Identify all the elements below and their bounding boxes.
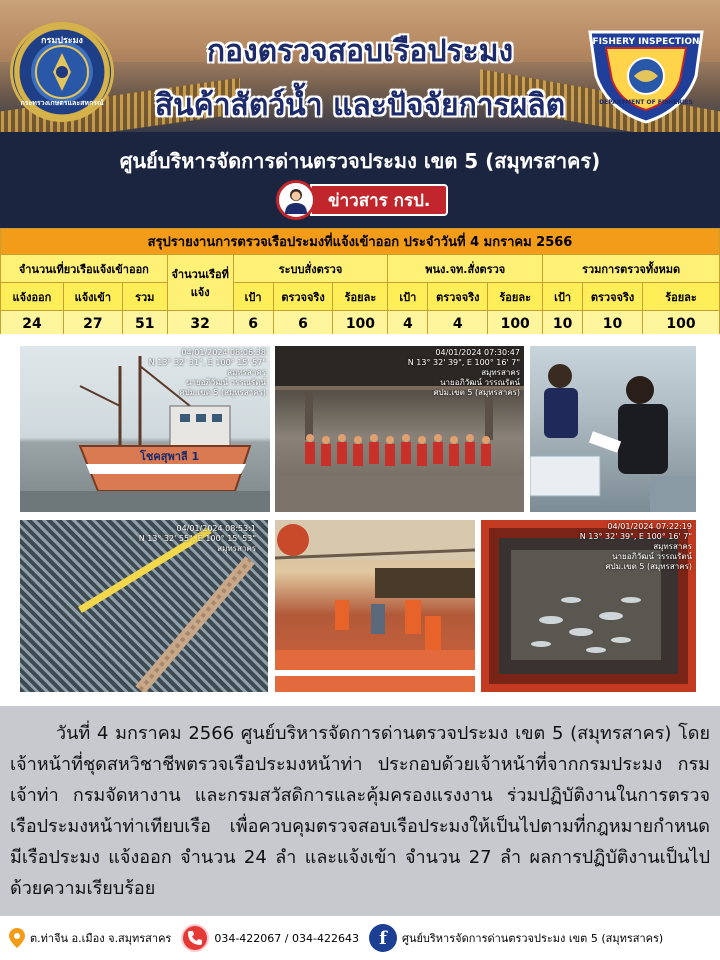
footer-facebook[interactable] <box>369 924 663 952</box>
value-officer-percent: 100 <box>488 311 543 337</box>
header-system-actual: ตรวจจริง <box>273 283 333 311</box>
news-body <box>0 706 720 916</box>
stamp-line: 04/01/2024 07:22:19 <box>607 522 692 531</box>
value-boats: 32 <box>167 311 233 337</box>
page-title-line-2: สินค้าสัตว์น้ำ และปัจจัยการผลิต <box>154 88 566 123</box>
stamp-line: นายอภิวัฒน์ วรรณรัตน์ <box>612 552 692 561</box>
news-badge <box>276 180 448 220</box>
header-system-percent: ร้อยละ <box>333 283 388 311</box>
stamp-line: ศปม.เขต 5 (สมุทรสาคร) <box>605 562 692 571</box>
shield-top-text: FISHERY INSPECTION <box>592 37 700 47</box>
stamp-line: N 13° 32' 39", E 100° 16' 7" <box>407 358 520 367</box>
location-pin-icon <box>8 927 26 949</box>
shield-bottom-text: DEPARTMENT OF FISHERIES <box>599 99 693 106</box>
stamp-line: 04/01/2024 07:30:47 <box>435 348 520 357</box>
value-out: 24 <box>1 311 64 337</box>
header-in: แจ้งเข้า <box>63 283 122 311</box>
seal-bottom-text: กระทรวงเกษตรและสหกรณ์ <box>20 99 104 107</box>
header-system: ระบบสั่งตรวจ <box>233 255 388 283</box>
table-group-header-row <box>1 255 720 283</box>
table-title: สรุปรายงานการตรวจเรือประมงที่แจ้งเข้าออก ประจำวันที่ 4 มกราคม 2566 <box>1 229 720 255</box>
header-banner <box>0 0 720 228</box>
photo-fish-hold <box>481 520 696 692</box>
value-system-actual: 6 <box>273 311 333 337</box>
value-officer-target: 4 <box>388 311 428 337</box>
header-officer: พนง.จท.สั่งตรวจ <box>388 255 543 283</box>
news-paragraph: วันที่ 4 มกราคม 2566 ศูนย์บริหารจัดการด่านตรวจประมง เขต 5 (สมุทรสาคร) โดยเจ้าหน้าที่ชุดสหวิชาชีพตรวจเรือประมงหน้าท่า ประกอบด้วยเจ้าหน้าที่จากกรมประมง กรมเจ้าท่า กรมจัดหางาน และกรมสวัสดิการและคุ้มครองแรงงาน ร่วมปฏิบัติงานในการตรวจเรือประมงหน้าท่าเทียบเรือ เพื่อควบคุมตรวจสอบเรือประมงให้เป็นไปตามที่กฎหมายกำหนด มีเรือประมง แจ้งออก จำนวน 24 ลำ และแจ้งเข้า จำนวน 27 ลำ ผลการปฏิบัติงานเป็นไปด้วยความเรียบร้อย <box>10 723 710 899</box>
value-system-target: 6 <box>233 311 273 337</box>
table-sub-header-row <box>1 283 720 311</box>
header-total-percent: ร้อยละ <box>643 283 720 311</box>
stamp-line: 04/01/2024 08:06:38 <box>181 348 266 357</box>
deck-workers-icon <box>275 520 475 692</box>
phone-text[interactable]: 034-422067 / 034-422643 <box>214 931 359 945</box>
photo-crew-on-deck <box>275 520 475 692</box>
header-officer-percent: ร้อยละ <box>488 283 543 311</box>
header-boats: จำนวนเรือที่แจ้ง <box>167 255 233 311</box>
officer-avatar-icon <box>276 180 316 220</box>
photo-stamp <box>408 348 520 398</box>
value-in: 27 <box>63 311 122 337</box>
table-value-row <box>1 311 720 337</box>
stamp-line: ศปม.เขต 5 (สมุทรสาคร) <box>179 388 266 397</box>
inspection-report-table <box>0 228 720 337</box>
header-total-actual: ตรวจจริง <box>583 283 643 311</box>
photo-grid <box>0 334 720 706</box>
stamp-line: N 13° 32' 39", E 100° 16' 7" <box>579 532 692 541</box>
photo-stamp <box>139 524 256 554</box>
header-out: แจ้งออก <box>1 283 64 311</box>
stamp-line: นายอภิวัฒน์ วรรณรัตน์ <box>186 378 266 387</box>
photo-stamp <box>580 522 692 572</box>
header-officer-target: เป้า <box>388 283 428 311</box>
photo-stamp <box>149 348 266 398</box>
boat-hull-text: โชคสุพาลี 1 <box>140 450 200 463</box>
footer-phone[interactable] <box>181 924 359 952</box>
value-officer-actual: 4 <box>428 311 488 337</box>
header-total-target: เป้า <box>543 283 583 311</box>
stamp-line: ศปม.เขต 5 (สมุทรสาคร) <box>433 388 520 397</box>
page-title-line-1: กองตรวจสอบเรือประมง <box>206 34 514 69</box>
photo-crew-group <box>275 346 524 512</box>
officers-icon <box>530 346 696 512</box>
header-reported-trips: จำนวนเที่ยวเรือแจ้งเข้าออก <box>1 255 168 283</box>
header-total: รวมการตรวจทั้งหมด <box>543 255 720 283</box>
stamp-line: N 13° 32' 55", E 100° 15' 53" <box>138 534 256 543</box>
table-title-row <box>1 229 720 255</box>
photo-fishing-net-measurement <box>20 520 268 692</box>
stamp-line: สมุทรสาคร <box>227 368 266 377</box>
address-text: ต.ท่าจีน อ.เมือง จ.สมุทรสาคร <box>30 932 172 945</box>
header-officer-actual: ตรวจจริง <box>428 283 488 311</box>
facebook-icon: f <box>369 924 397 952</box>
footer-address <box>8 927 171 949</box>
photo-fishing-boat <box>20 346 270 512</box>
contact-footer <box>0 916 720 960</box>
value-total-percent: 100 <box>643 311 720 337</box>
value-sum: 51 <box>122 311 167 337</box>
seal-top-text: กรมประมง <box>41 36 83 46</box>
phone-icon <box>181 924 209 952</box>
stamp-line: สมุทรสาคร <box>481 368 520 377</box>
stamp-line: สมุทรสาคร <box>653 542 692 551</box>
stamp-line: นายอภิวัฒน์ วรรณรัตน์ <box>440 378 520 387</box>
photo-officers-inspecting <box>530 346 696 512</box>
stamp-line: N 13° 32' 31", E 100° 15' 57" <box>148 358 266 367</box>
stamp-line: สมุทรสาคร <box>217 544 256 553</box>
facebook-page-text[interactable]: ศูนย์บริหารจัดการด่านตรวจประมง เขต 5 (สมุทรสาคร) <box>401 932 664 945</box>
stamp-line: 04/01/2024 08:53:1 <box>176 524 256 533</box>
page-subtitle: ศูนย์บริหารจัดการด่านตรวจประมง เขต 5 (สมุทรสาคร) <box>119 149 601 173</box>
value-total-actual: 10 <box>583 311 643 337</box>
header-sum: รวม <box>122 283 167 311</box>
news-label: ข่าวสาร กรป. <box>310 184 448 216</box>
header-system-target: เป้า <box>233 283 273 311</box>
value-total-target: 10 <box>543 311 583 337</box>
value-system-percent: 100 <box>333 311 388 337</box>
